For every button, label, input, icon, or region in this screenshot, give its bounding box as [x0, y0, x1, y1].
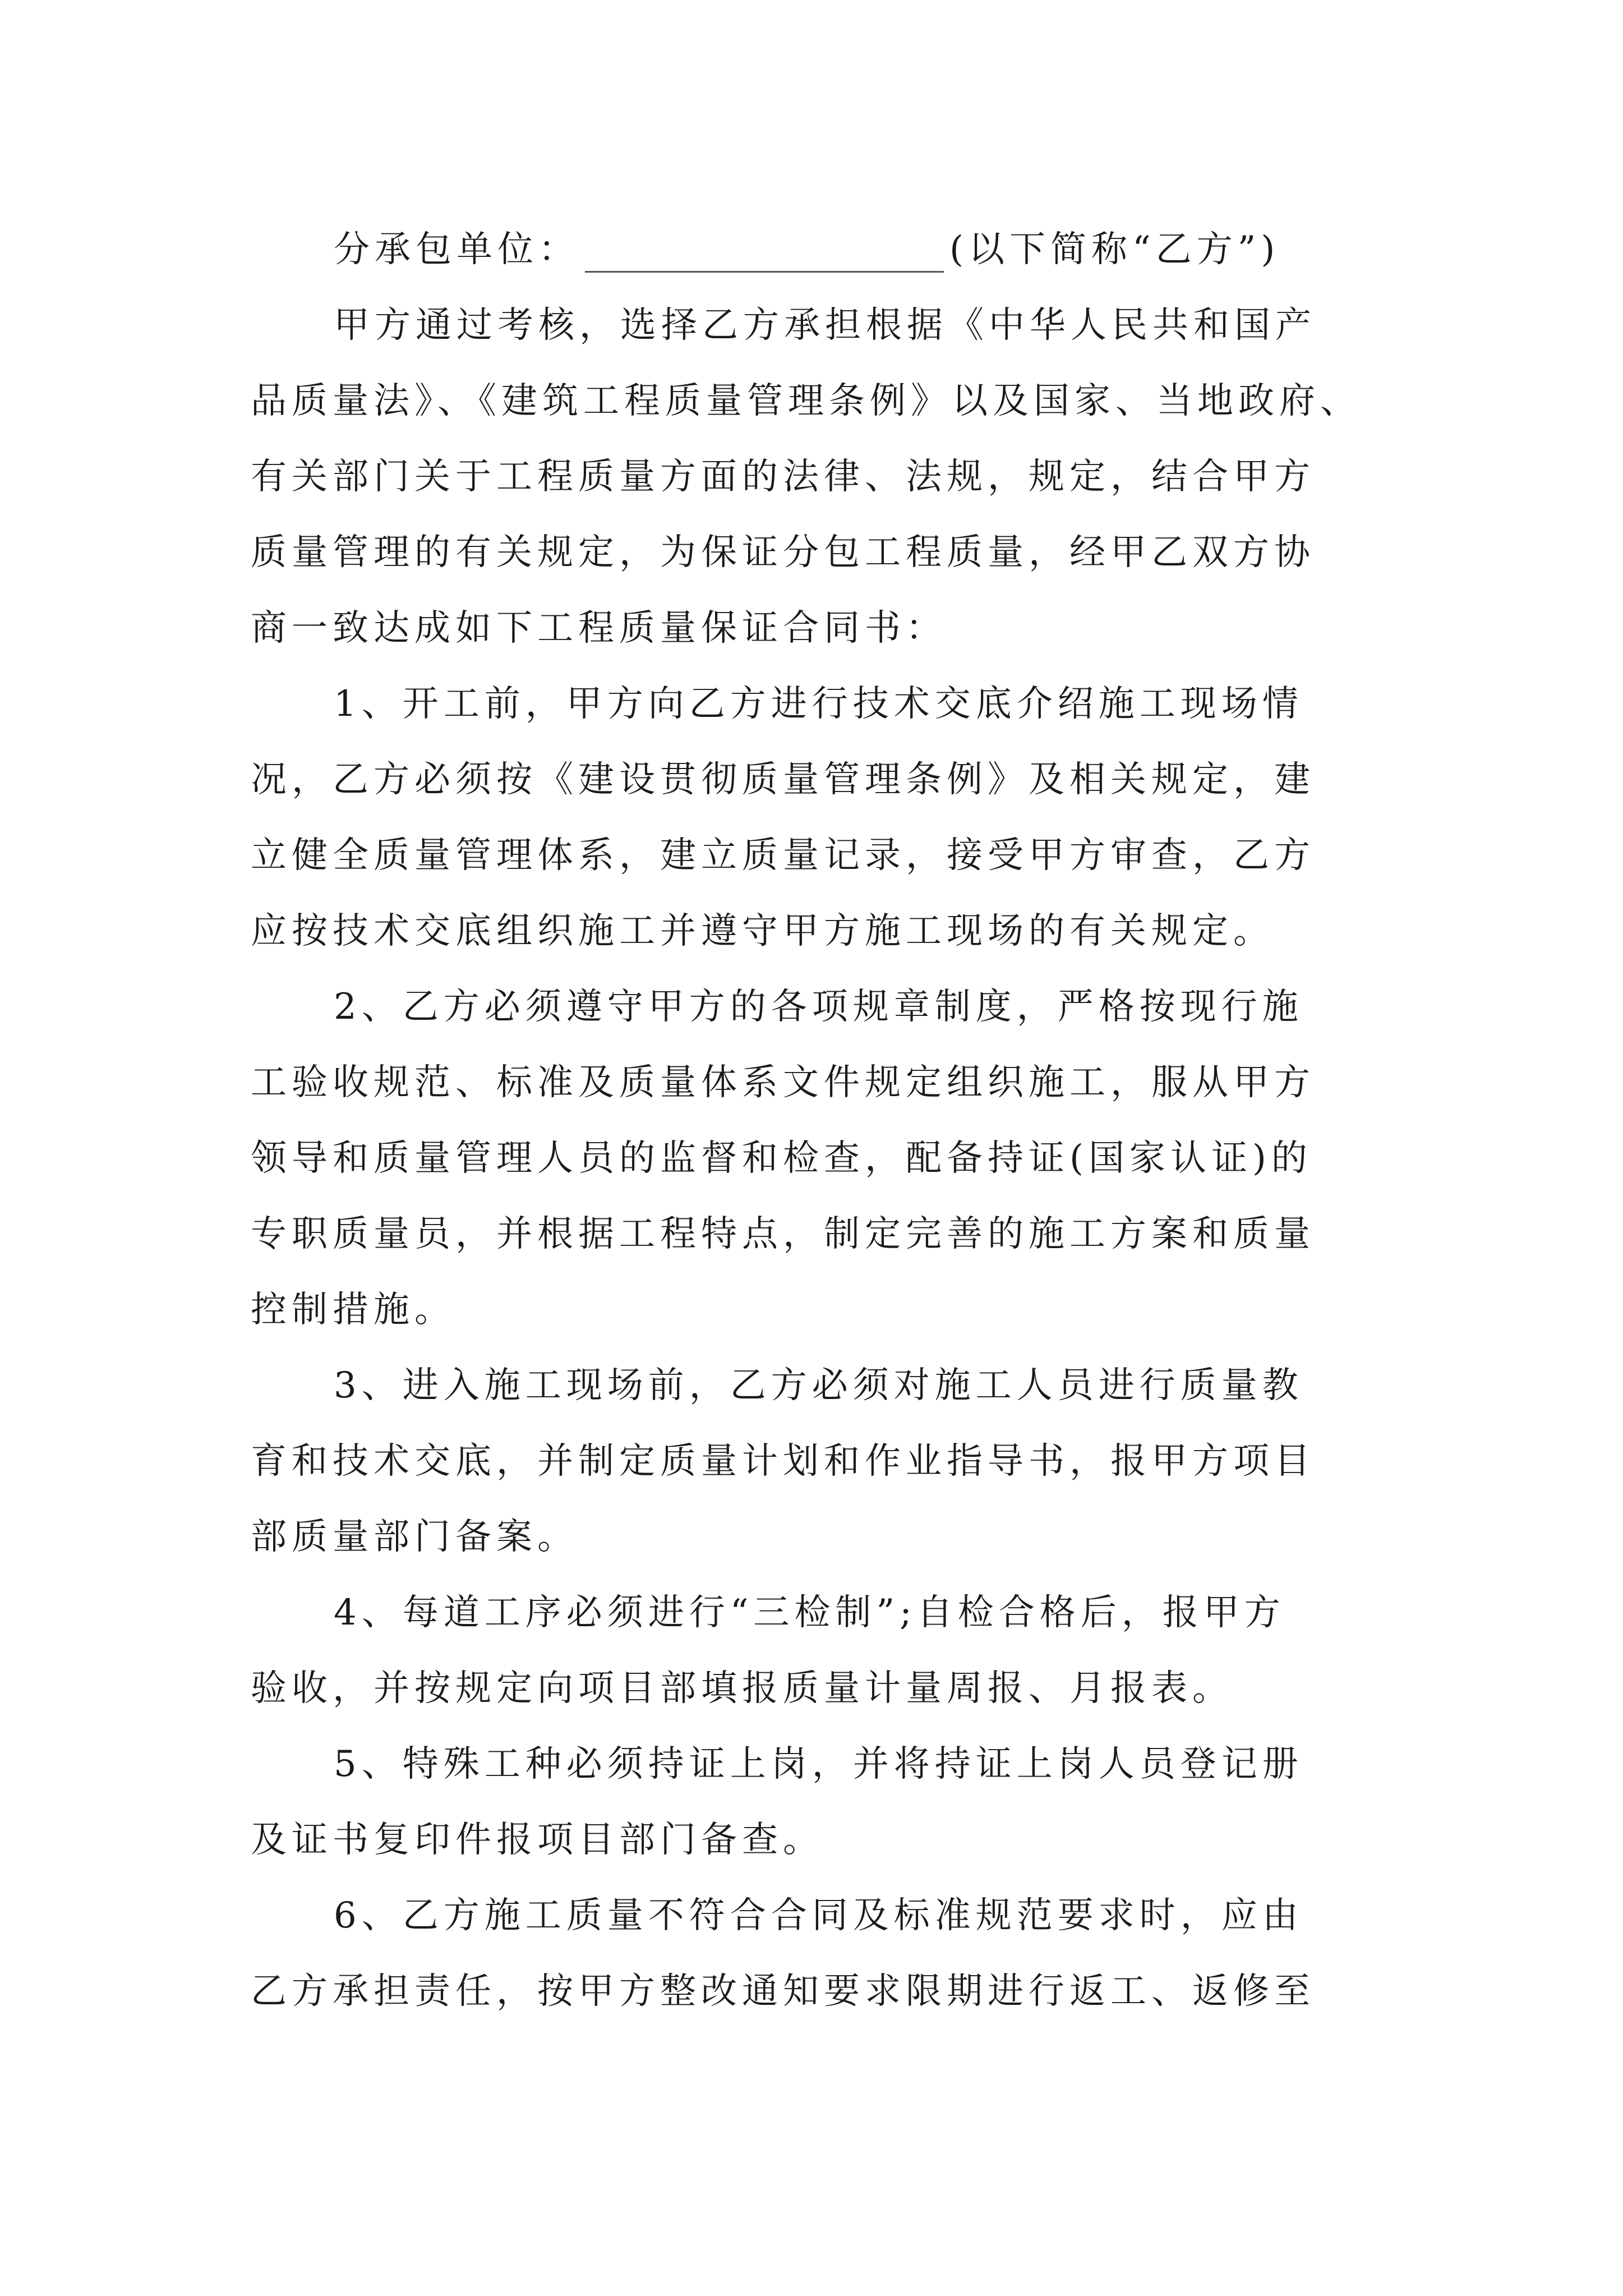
paragraph-line: 5、特殊工种必须持证上岗，并将持证上岗人员登记册 [334, 1743, 1303, 1785]
paragraph-line: 部质量部门备案。 [251, 1516, 578, 1558]
paragraph-line: 2、乙方必须遵守甲方的各项规章制度，严格按现行施 [334, 986, 1303, 1028]
paragraph-line: 6、乙方施工质量不符合合同及标准规范要求时，应由 [334, 1895, 1303, 1936]
clause-1 [251, 666, 1372, 969]
paragraph-line: 1、开工前，甲方向乙方进行技术交底介绍施工现场情 [334, 683, 1303, 725]
paragraph-line: 验收，并按规定向项目部填报质量计量周报、月报表。 [251, 1668, 1233, 1709]
clause-6 [251, 1878, 1372, 2030]
paragraph-line: 甲方通过考核，选择乙方承担根据《中华人民共和国产 [334, 305, 1316, 346]
clause-3 [251, 1348, 1372, 1575]
document-body [251, 212, 1372, 2030]
paragraph-line: 4、每道工序必须进行“三检制”;自检合格后，报甲方 [334, 1592, 1285, 1634]
subcontractor-suffix: (以下简称“乙方”) [949, 229, 1280, 270]
clause-2 [251, 969, 1372, 1348]
paragraph-line: 控制措施。 [251, 1289, 455, 1331]
paragraph-line: 有关部门关于工程质量方面的法律、法规，规定，结合甲方 [251, 456, 1315, 498]
paragraph-line: 专职质量员，并根据工程特点，制定完善的施工方案和质量 [251, 1213, 1315, 1255]
subcontractor-line [251, 212, 1372, 288]
paragraph-line: 品质量法》、《建筑工程质量管理条例》以及国家、当地政府、 [251, 380, 1361, 422]
clause-5 [251, 1727, 1372, 1878]
paragraph-line: 质量管理的有关规定，为保证分包工程质量，经甲乙双方协 [251, 532, 1315, 573]
paragraph-intro [251, 288, 1372, 666]
subcontractor-label: 分承包单位： [334, 229, 579, 270]
paragraph-line: 及证书复印件报项目部门备查。 [251, 1819, 824, 1861]
paragraph-line: 商一致达成如下工程质量保证合同书： [251, 608, 947, 649]
paragraph-line: 况，乙方必须按《建设贯彻质量管理条例》及相关规定，建 [251, 759, 1315, 800]
paragraph-line: 育和技术交底，并制定质量计划和作业指导书，报甲方项目 [251, 1441, 1315, 1482]
clause-4 [251, 1575, 1372, 1727]
subcontractor-name-blank [585, 232, 944, 273]
paragraph-line: 3、进入施工现场前，乙方必须对施工人员进行质量教 [334, 1365, 1303, 1406]
paragraph-line: 领导和质量管理人员的监督和检查，配备持证(国家认证)的 [251, 1138, 1312, 1179]
paragraph-line: 立健全质量管理体系，建立质量记录，接受甲方审查，乙方 [251, 835, 1315, 876]
paragraph-line: 应按技术交底组织施工并遵守甲方施工现场的有关规定。 [251, 910, 1274, 952]
paragraph-line: 工验收规范、标准及质量体系文件规定组织施工，服从甲方 [251, 1062, 1315, 1103]
paragraph-line: 乙方承担责任，按甲方整改通知要求限期进行返工、返修至 [251, 1971, 1315, 2012]
